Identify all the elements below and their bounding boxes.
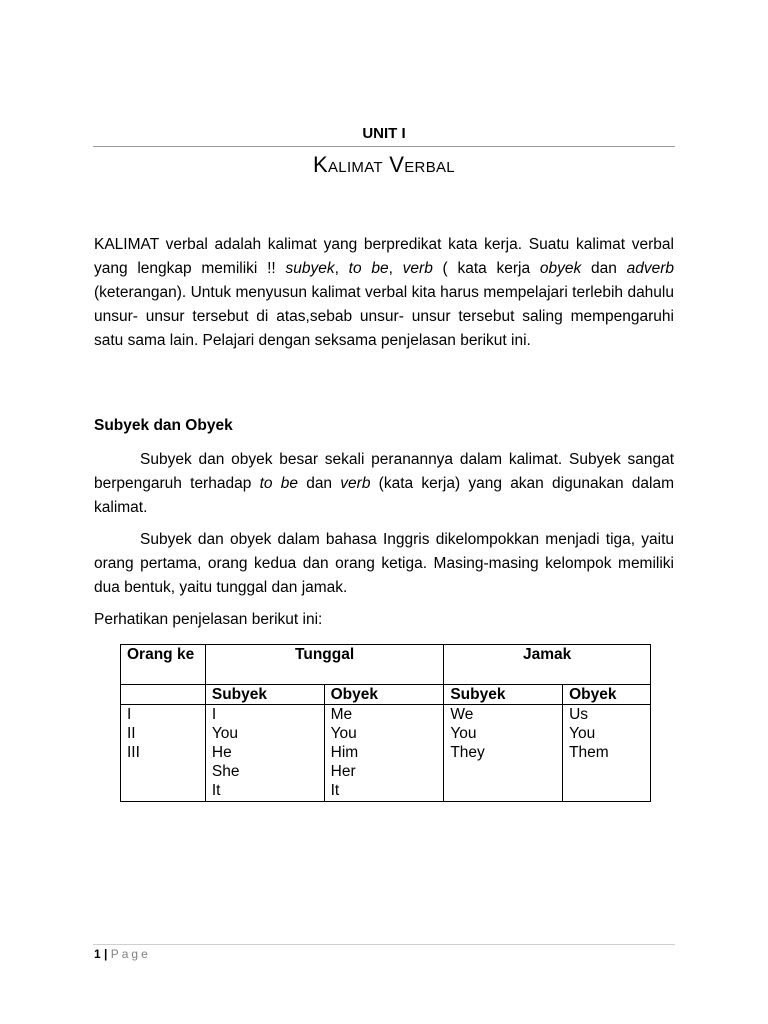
cell-tunggal-obyek	[324, 705, 444, 802]
header-empty-cell	[121, 685, 206, 705]
orang-item: III	[127, 744, 140, 761]
orang-item: II	[127, 725, 136, 742]
jamak-subyek-item: We	[450, 706, 474, 723]
page-separator: |	[104, 947, 108, 961]
tunggal-obyek-item: Her	[330, 763, 356, 780]
cell-jamak-subyek	[444, 705, 563, 802]
jamak-subyek-item: You	[450, 725, 477, 742]
header-rule	[93, 146, 675, 147]
section-paragraph-2: Subyek dan obyek dalam bahasa Inggris dikelompokkan menjadi tiga, yaitu orang pertama, orang kedua dan orang ketiga. Masing-masing kelompok memiliki dua bentuk, yaitu tunggal dan jamak.	[94, 531, 674, 596]
page-number: 1	[94, 947, 101, 961]
cell-jamak-obyek	[563, 705, 651, 802]
intro-paragraph: KALIMAT verbal adalah kalimat yang berpredikat kata kerja. Suatu kalimat verbal yang lengkap memiliki !! subyek, to be, verb ( kata kerja obyek dan adverb (keterangan). Untuk menyusun kalimat verbal kita harus mempelajari terlebih dahulu unsur- unsur tersebut di atas,sebab unsur- unsur tersebut saling mempengaruhi satu sama lain. Pelajari dengan seksama penjelasan berikut ini.	[94, 236, 674, 349]
jamak-obyek-item: Us	[569, 706, 589, 723]
tunggal-obyek-item: Me	[330, 706, 353, 723]
tunggal-subyek-item: I	[211, 706, 217, 723]
section-paragraph-1: Subyek dan obyek besar sekali peranannya dalam kalimat. Subyek sangat berpengaruh terhadap to be dan verb (kata kerja) yang akan digunakan dalam kalimat.	[94, 451, 675, 516]
page-title: Kalimat Verbal	[313, 152, 455, 177]
tunggal-obyek-item: It	[330, 782, 340, 799]
page-label: Page	[110, 947, 151, 961]
tunggal-subyek-item: You	[211, 725, 239, 742]
tunggal-obyek-item: You	[330, 725, 357, 742]
subheader-jamak-subyek: Subyek	[444, 685, 563, 705]
subheader-tunggal-subyek: Subyek	[205, 685, 324, 705]
jamak-obyek-item: Them	[569, 744, 609, 761]
unit-label: UNIT I	[362, 125, 406, 142]
pronoun-table	[120, 644, 651, 802]
jamak-obyek-item: You	[569, 725, 596, 742]
tunggal-obyek-item: Him	[330, 744, 359, 761]
subheader-tunggal-obyek: Obyek	[324, 685, 444, 705]
table-intro: Perhatikan penjelasan berikut ini:	[94, 611, 323, 628]
jamak-subyek-item: They	[450, 744, 485, 761]
page-footer	[94, 947, 151, 961]
orang-item: I	[127, 706, 132, 723]
header-tunggal: Tunggal	[205, 645, 443, 685]
footer-rule	[93, 944, 675, 945]
cell-orang	[121, 705, 206, 802]
subheader-jamak-obyek: Obyek	[563, 685, 651, 705]
header-jamak: Jamak	[444, 645, 651, 685]
tunggal-subyek-item: She	[211, 763, 240, 780]
tunggal-subyek-item: He	[211, 744, 232, 761]
section-heading: Subyek dan Obyek	[94, 417, 233, 434]
tunggal-subyek-item: It	[211, 782, 221, 799]
header-orang-ke: Orang ke	[121, 645, 206, 685]
cell-tunggal-subyek	[205, 705, 324, 802]
